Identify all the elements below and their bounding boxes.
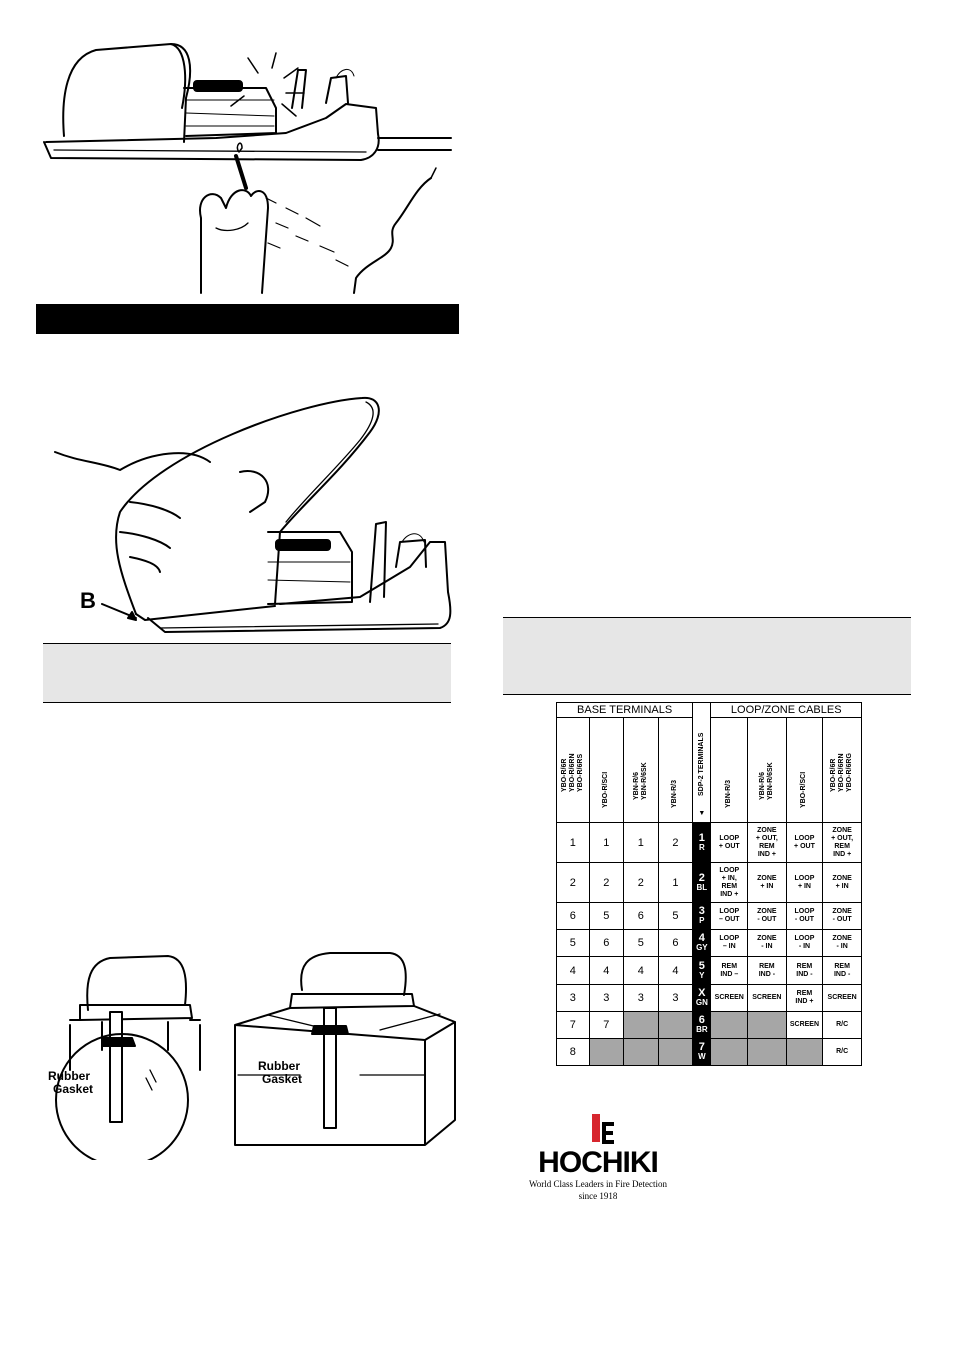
base-col-header: YBO-R/6R YBO-R/6RN YBO-R/6RS bbox=[560, 753, 584, 792]
sdp-terminal-cell bbox=[693, 863, 711, 903]
sdp-terminal-cell bbox=[693, 930, 711, 957]
cable-function-cell: LOOP – IN bbox=[711, 930, 748, 957]
cable-function-cell: SCREEN bbox=[711, 985, 748, 1012]
base-terminal-cell bbox=[658, 1012, 693, 1039]
cable-function-cell: ZONE - IN bbox=[823, 930, 862, 957]
base-terminal-cell: 4 bbox=[589, 957, 624, 985]
cable-function-cell: LOOP + OUT bbox=[711, 823, 748, 863]
terminal-color-code: GN bbox=[695, 998, 708, 1007]
cable-col-header: YBN-R/6 YBN-R/6SK bbox=[758, 762, 774, 800]
cable-col-header: YBO-R/6R YBO-R/6RN YBO-R/6RG bbox=[830, 753, 854, 792]
base-terminal-cell: 2 bbox=[624, 863, 659, 903]
terminal-number: 1 bbox=[698, 831, 705, 844]
cable-function-cell bbox=[711, 1039, 748, 1066]
base-terminal-cell: 7 bbox=[589, 1012, 624, 1039]
group-base-terminals: BASE TERMINALS bbox=[557, 703, 693, 718]
terminal-col-header bbox=[693, 703, 711, 823]
base-terminal-cell: 4 bbox=[658, 957, 693, 985]
cable-function-cell: ZONE + IN bbox=[748, 863, 787, 903]
base-col-header: YBO-R/SCI bbox=[602, 771, 610, 808]
terminal-number: 2 bbox=[698, 871, 705, 884]
table-row bbox=[557, 1039, 862, 1066]
base-terminal-cell: 4 bbox=[624, 957, 659, 985]
table-row bbox=[557, 985, 862, 1012]
cable-function-cell: ZONE + OUT, REM IND + bbox=[823, 823, 862, 863]
cable-function-cell: LOOP – OUT bbox=[711, 903, 748, 930]
note-box-left bbox=[43, 643, 451, 703]
base-terminal-cell: 5 bbox=[658, 903, 693, 930]
gasket-left-label-l2: Gasket bbox=[53, 1082, 94, 1096]
cable-function-cell: REM IND - bbox=[786, 957, 823, 985]
cable-function-cell: REM IND - bbox=[823, 957, 862, 985]
cable-function-cell: R/C bbox=[823, 1012, 862, 1039]
cable-function-cell: ZONE - IN bbox=[748, 930, 787, 957]
cable-function-cell: LOOP + IN, REM IND + bbox=[711, 863, 748, 903]
cable-function-cell bbox=[748, 1039, 787, 1066]
terminal-color-code: W bbox=[698, 1052, 706, 1061]
cable-function-cell: ZONE - OUT bbox=[748, 903, 787, 930]
note-box-right bbox=[503, 617, 911, 695]
gasket-right-label-l2: Gasket bbox=[262, 1072, 303, 1086]
logo-since: since 1918 bbox=[578, 1191, 618, 1201]
base-col-header: YBN-R/3 bbox=[671, 779, 679, 808]
cable-function-cell: SCREEN bbox=[786, 1012, 823, 1039]
group-loop-zone-cables: LOOP/ZONE CABLES bbox=[711, 703, 862, 718]
sdp-terminal-cell bbox=[693, 1012, 711, 1039]
cable-function-cell: REM IND - bbox=[748, 957, 787, 985]
cable-function-cell: R/C bbox=[823, 1039, 862, 1066]
arrow-down-icon: ▼ bbox=[698, 809, 706, 817]
cable-col-header: YBN-R/3 bbox=[725, 779, 733, 808]
terminal-number: 4 bbox=[698, 932, 705, 944]
table-row bbox=[557, 1012, 862, 1039]
base-terminal-cell: 6 bbox=[557, 903, 590, 930]
gasket-right-label-l1: Rubber bbox=[258, 1059, 300, 1073]
open-housing-illustration bbox=[40, 392, 460, 642]
table-row bbox=[557, 930, 862, 957]
terminal-color-code: P bbox=[699, 916, 705, 925]
base-terminal-cell bbox=[658, 1039, 693, 1066]
cable-function-cell: LOOP + IN bbox=[786, 863, 823, 903]
cable-function-cell: LOOP - OUT bbox=[786, 903, 823, 930]
duct-mounting-illustration bbox=[40, 950, 465, 1160]
base-terminal-cell: 2 bbox=[658, 823, 693, 863]
base-terminal-cell: 8 bbox=[557, 1039, 590, 1066]
base-terminal-cell bbox=[624, 1039, 659, 1066]
terminal-number: 3 bbox=[698, 905, 705, 917]
terminal-color-code: Y bbox=[699, 970, 705, 980]
base-col-header: YBN-R/6 YBN-R/6SK bbox=[632, 762, 648, 800]
base-terminal-cell: 6 bbox=[624, 903, 659, 930]
base-terminal-cell: 3 bbox=[589, 985, 624, 1012]
base-terminal-cell: 5 bbox=[557, 930, 590, 957]
sdp-terminal-cell bbox=[693, 985, 711, 1012]
base-terminal-cell: 5 bbox=[589, 903, 624, 930]
terminal-color-code: GY bbox=[696, 943, 708, 952]
cable-function-cell bbox=[786, 1039, 823, 1066]
cable-function-cell: SCREEN bbox=[823, 985, 862, 1012]
cable-function-cell: SCREEN bbox=[748, 985, 787, 1012]
sdp-terminal-cell bbox=[693, 903, 711, 930]
gasket-left-label-l1: Rubber bbox=[48, 1069, 90, 1083]
base-terminal-cell: 1 bbox=[658, 863, 693, 903]
terminal-color-code: BR bbox=[696, 1025, 708, 1034]
terminal-color-code: BL bbox=[696, 882, 708, 892]
hochiki-logo bbox=[518, 1112, 678, 1208]
cable-function-cell: REM IND + bbox=[786, 985, 823, 1012]
cable-function-cell: ZONE + OUT, REM IND + bbox=[748, 823, 787, 863]
base-terminal-cell: 5 bbox=[624, 930, 659, 957]
sdp-terminal-cell bbox=[693, 1039, 711, 1066]
base-terminal-cell: 6 bbox=[658, 930, 693, 957]
base-terminal-cell: 2 bbox=[589, 863, 624, 903]
logo-tagline: World Class Leaders in Fire Detection bbox=[529, 1179, 667, 1189]
base-terminal-cell: 6 bbox=[589, 930, 624, 957]
cable-function-cell bbox=[748, 1012, 787, 1039]
cable-function-cell: REM IND – bbox=[711, 957, 748, 985]
terminal-number: X bbox=[698, 987, 706, 999]
base-terminal-cell: 1 bbox=[557, 823, 590, 863]
table-row bbox=[557, 957, 862, 985]
hochiki-logo-mark bbox=[518, 1112, 678, 1208]
base-terminal-cell: 3 bbox=[557, 985, 590, 1012]
base-terminal-cell: 1 bbox=[589, 823, 624, 863]
base-terminal-cell: 3 bbox=[624, 985, 659, 1012]
base-terminal-cell: 2 bbox=[557, 863, 590, 903]
table-row bbox=[557, 823, 862, 863]
callout-b-label: B bbox=[80, 588, 96, 613]
cable-function-cell: LOOP - IN bbox=[786, 930, 823, 957]
terminal-number: 5 bbox=[698, 959, 705, 972]
table-row bbox=[557, 863, 862, 903]
sdp-terminal-cell bbox=[693, 823, 711, 863]
base-terminal-cell bbox=[589, 1039, 624, 1066]
terminal-number: 7 bbox=[698, 1041, 705, 1053]
cable-function-cell: LOOP + OUT bbox=[786, 823, 823, 863]
cable-function-cell: ZONE - OUT bbox=[823, 903, 862, 930]
base-terminal-cell: 4 bbox=[557, 957, 590, 985]
base-terminal-cell: 1 bbox=[624, 823, 659, 863]
base-terminal-cell: 7 bbox=[557, 1012, 590, 1039]
smoke-test-illustration bbox=[36, 38, 456, 298]
base-terminal-cell: 3 bbox=[658, 985, 693, 1012]
table-row bbox=[557, 903, 862, 930]
section-header-bar bbox=[36, 304, 459, 334]
terminal-col-label: SDP-2 TERMINALS bbox=[697, 732, 705, 796]
terminal-color-code: R bbox=[698, 842, 705, 852]
base-terminal-cell bbox=[624, 1012, 659, 1039]
terminal-number: 6 bbox=[698, 1014, 705, 1026]
wiring-table bbox=[556, 702, 862, 1063]
sdp-terminal-cell bbox=[693, 957, 711, 985]
cable-col-header: YBO-R/SCI bbox=[800, 771, 808, 808]
logo-brand: HOCHIKI bbox=[538, 1146, 658, 1179]
cable-function-cell: ZONE + IN bbox=[823, 863, 862, 903]
cable-function-cell bbox=[711, 1012, 748, 1039]
